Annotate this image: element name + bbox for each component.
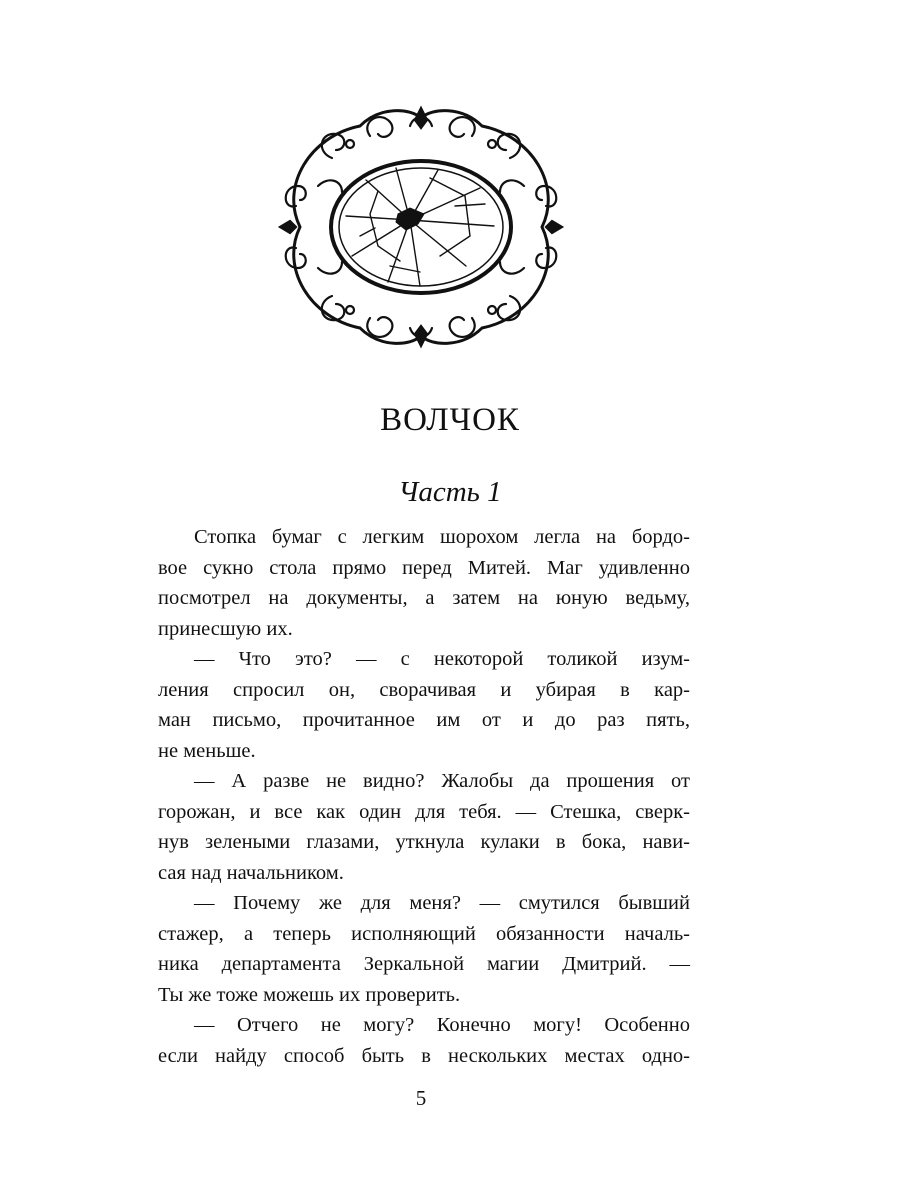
text-line: — Что это? — с некоторой толикой изум- [194, 648, 690, 670]
text-line: принесшую их. [158, 617, 293, 640]
text-line: нув зелеными глазами, уткнула кулаки в бока, нави- [158, 831, 690, 853]
text-line: если найду способ быть в нескольких местах одно- [158, 1044, 690, 1067]
text-line: — Отчего не могу? Конечно могу! Особенно [194, 1014, 690, 1036]
text-line: Ты же тоже можешь их проверить. [158, 983, 461, 1006]
text-line: вое сукно стола прямо перед Митей. Маг удивленно [158, 556, 690, 579]
chapter-title: ВОЛЧОК [380, 402, 520, 438]
text-line: сая над начальником. [158, 861, 344, 884]
text-line: Стопка бумаг с легким шорохом легла на бордо- [194, 526, 690, 548]
part-title: Часть 1 [398, 476, 502, 508]
text-line: ления спросил он, сворачивая и убирая в кар- [158, 678, 690, 701]
page-number: 5 [415, 1086, 427, 1110]
text-line: горожан, и все как один для тебя. — Стешка, сверк- [158, 800, 690, 823]
text-line: ника департамента Зеркальной магии Дмитрий. — [158, 953, 690, 975]
cracked-mirror-ornament-icon [270, 96, 572, 358]
text-line: посмотрел на документы, а затем на юную ведьму, [158, 587, 690, 609]
text-line: стажер, а теперь исполняющий обязанности началь- [158, 922, 690, 945]
text-line: — Почему же для меня? — смутился бывший [194, 892, 690, 914]
text-line: ман письмо, прочитанное им от и до раз пять, [158, 709, 690, 731]
text-line: — А разве не видно? Жалобы да прошения от [194, 770, 690, 792]
text-line: не меньше. [158, 739, 256, 762]
body-text [158, 522, 690, 1071]
